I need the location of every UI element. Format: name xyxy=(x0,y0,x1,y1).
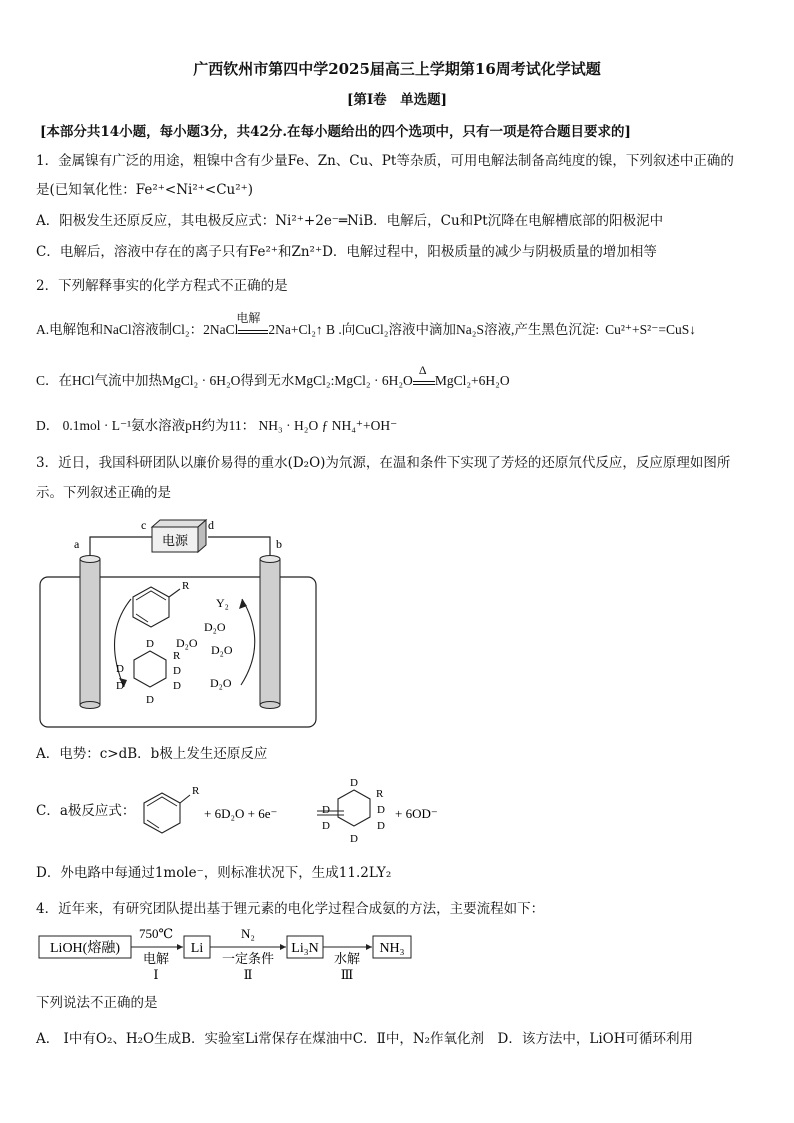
q2-c-products: MgCl₂+6H₂O xyxy=(434,373,510,388)
q1-stem-line1: 1．金属镍有广泛的用途，粗镍中含有少量Fe、Zn、Cu、Pt等杂质，可用电解法制备高纯度的镍，下列叙述中正确的 xyxy=(36,153,734,169)
svg-text:Ⅱ: Ⅱ xyxy=(243,967,253,982)
svg-text:D: D xyxy=(350,777,358,789)
q2-b-prefix: B .向CuCl₂溶液中滴加Na₂S溶液,产生黑色沉淀: xyxy=(326,322,600,337)
benzene-r-label: R xyxy=(182,580,190,592)
power-supply-label: 电源 xyxy=(161,533,189,548)
q4-flow-diagram xyxy=(38,925,418,985)
svg-text:Ⅰ: Ⅰ xyxy=(153,967,159,982)
q2-b-equation: Cu²⁺+S²⁻=CuS↓ xyxy=(605,322,696,337)
svg-text:D: D xyxy=(173,680,181,692)
q2-stem: 2．下列解释事实的化学方程式不正确的是 xyxy=(36,278,288,294)
right-reaction-arrow xyxy=(241,599,255,685)
electrode-b-label: b xyxy=(276,537,282,551)
q4-options: A． Ⅰ中有O₂、H₂O生成B．实验室Li常保存在煤油中C．Ⅱ中，N₂作氧化剂 D．该方法中，LiOH可循环利用 xyxy=(36,1031,693,1047)
q3-option-ab: A．电势：c>dB．b极上发生还原反应 xyxy=(36,746,268,762)
svg-text:D: D xyxy=(322,820,330,832)
electrode-a-label: a xyxy=(74,537,80,551)
svg-text:LiOH(熔融): LiOH(熔融) xyxy=(50,941,120,956)
d2o-label-3: D₂O xyxy=(211,643,233,657)
q2-a-prefix: A.电解饱和NaCl溶液制 xyxy=(36,322,173,337)
q2-a-products: 2Na+Cl₂↑ xyxy=(268,322,323,337)
electrolysis-diagram xyxy=(36,515,326,730)
q4-stem: 4．近年来，有研究团队提出基于锂元素的电化学过程合成氨的方法，主要流程如下： xyxy=(36,901,545,917)
svg-text:R: R xyxy=(173,650,181,662)
svg-text:750℃: 750℃ xyxy=(138,926,174,941)
electrode-a xyxy=(80,559,100,705)
svg-text:一定条件: 一定条件 xyxy=(221,951,275,966)
svg-text:NH₃: NH₃ xyxy=(379,941,405,956)
svg-text:水解: 水解 xyxy=(333,951,361,966)
q2-c-condition: Δ xyxy=(418,363,427,377)
svg-text:R: R xyxy=(376,788,384,800)
q1-option-ab: A．阳极发生还原反应，其电极反应式：Ni²⁺+2e⁻═NiB．电解后，Cu和Pt沉降在电解槽底部的阳极泥中 xyxy=(36,213,664,229)
product-cyclohexane xyxy=(338,790,370,826)
svg-text:D: D xyxy=(116,680,124,692)
svg-text:D: D xyxy=(377,804,385,816)
svg-text:D: D xyxy=(173,665,181,677)
q3-option-c-prefix: C．a极反应式： xyxy=(36,803,136,819)
q3-option-c-equation xyxy=(140,775,470,845)
q2-a-equation: Cl₂：2NaCl xyxy=(172,322,239,337)
svg-text:D: D xyxy=(322,804,330,816)
svg-text:Li₃N: Li₃N xyxy=(291,941,319,956)
q3-stem-line2: 示。下列叙述正确的是 xyxy=(36,485,171,501)
q3-option-d: D．外电路中每通过1mole⁻，则标准状况下，生成11.2LY₂ xyxy=(36,865,392,881)
q3-c-end: + 6OD⁻ xyxy=(395,806,438,821)
q3-c-middle: + 6D₂O + 6e⁻ xyxy=(204,806,278,821)
svg-text:Ⅲ: Ⅲ xyxy=(340,967,354,982)
d2o-label-2: D₂O xyxy=(176,636,198,650)
q1-stem-line2: 是(已知氧化性：Fe²⁺<Ni²⁺<Cu²⁺) xyxy=(36,182,254,198)
electrode-b xyxy=(260,559,280,705)
benzene-ring xyxy=(133,587,169,627)
q3-stem-line1: 3．近日，我国科研团队以廉价易得的重水(D₂O)为氘源，在温和条件下实现了芳烃的还原氘代反应，反应原理如图所 xyxy=(36,455,731,471)
svg-text:D: D xyxy=(146,694,154,706)
exam-title: 广西钦州市第四中学2025届高三上学期第16周考试化学试题 xyxy=(193,60,601,78)
q2-a-arrow xyxy=(236,311,268,334)
q2-c-arrow xyxy=(413,363,435,385)
q2-option-d: D． 0.1mol · L⁻¹氨水溶液pH约为11： NH₃ · H₂O ƒ NH₄⁺+OH⁻ xyxy=(36,418,398,433)
terminal-c-label: c xyxy=(141,518,147,532)
svg-text:R: R xyxy=(192,785,200,797)
svg-text:D: D xyxy=(350,833,358,845)
d2o-label-4: D₂O xyxy=(210,676,232,690)
svg-text:N₂: N₂ xyxy=(241,926,255,941)
svg-text:D: D xyxy=(146,638,154,650)
deuterated-cyclohexane xyxy=(134,651,166,687)
section-instructions: [本部分共14小题，每小题3分，共42分.在每小题给出的四个选项中，只有一项是符合题目要求的] xyxy=(40,124,631,140)
svg-text:Li: Li xyxy=(190,941,204,956)
q2-option-c xyxy=(36,363,510,390)
terminal-d-label: d xyxy=(208,518,214,532)
reactant-benzene xyxy=(144,793,180,833)
q1-option-cd: C．电解后，溶液中存在的离子只有Fe²⁺和Zn²⁺D．电解过程中，阳极质量的减少与阴极质量的增加相等 xyxy=(36,244,657,260)
q2-option-ab xyxy=(36,311,696,339)
y2-label: Y₂ xyxy=(216,596,229,610)
q2-c-prefix: C．在HCl气流中加热MgCl₂ · 6H₂O得到无水MgCl₂:MgCl₂ · 6H₂O xyxy=(36,373,413,388)
d2o-label-1: D₂O xyxy=(204,620,226,634)
svg-text:D: D xyxy=(116,663,124,675)
section-heading: [第Ⅰ卷 单选题] xyxy=(346,92,448,108)
svg-text:电解: 电解 xyxy=(142,951,170,966)
svg-text:D: D xyxy=(377,820,385,832)
q4-sub-stem: 下列说法不正确的是 xyxy=(36,995,158,1011)
q2-a-condition: 电解 xyxy=(236,311,261,325)
